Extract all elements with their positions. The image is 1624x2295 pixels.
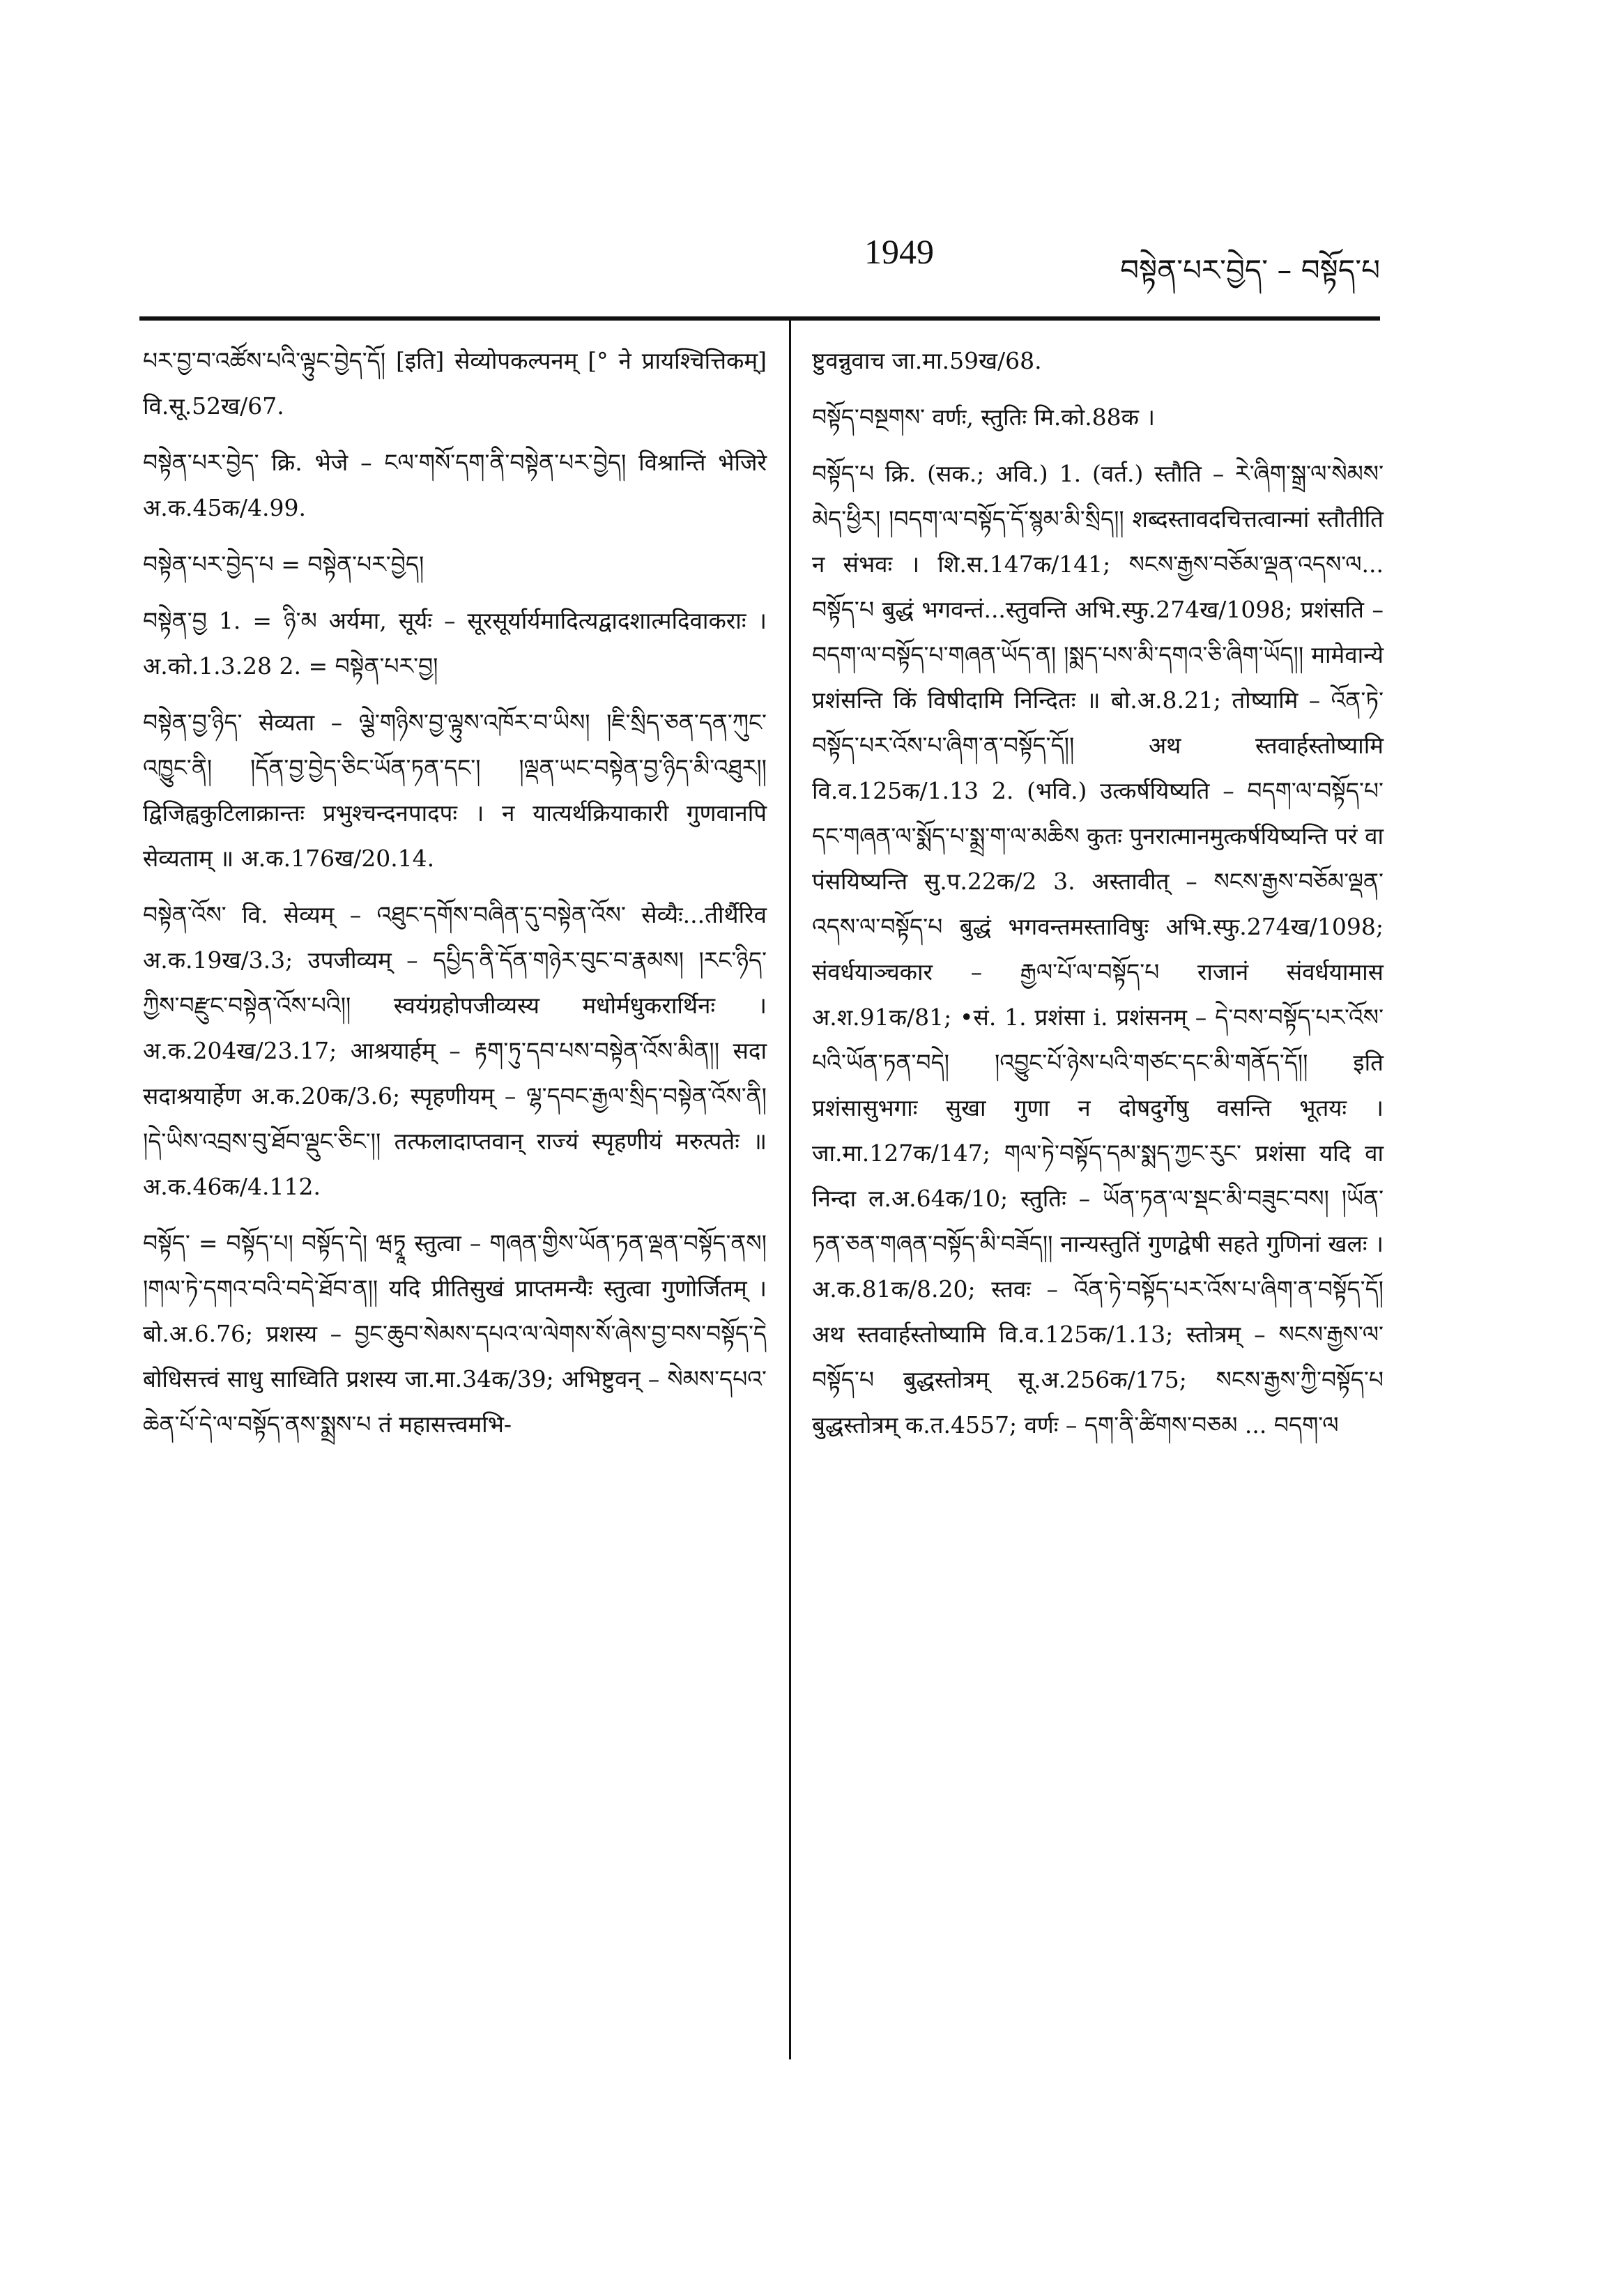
dictionary-entry: བསྟེན་པར་བྱེད་པ = བསྟེན་པར་བྱེད། — [143, 551, 424, 578]
dictionary-entry: ष्टुवन्नुवाच जा.मा.59ख/68. — [812, 347, 1042, 374]
left-column — [143, 338, 767, 1458]
dictionary-entry: བསྟེན་བྱ 1. = ཉི་མ अर्यमा, सूर्यः – सूरसूर्यार्यमादित्यद्वादशात्मदिवाकराः । अ.को.1.3.28 2. = བསྟེན་པར་བྱ། — [143, 607, 767, 680]
dictionary-entry: བསྟེན་པར་བྱེད་ क्रि. भेजे – ངལ་གསོ་དག་ནི་བསྟེན་པར་བྱེད། विश्रान्तिं भेजिरे अ.क.45क/4.99. — [143, 449, 767, 521]
dictionary-entry: བསྟོད་བསྔགས་ वर्णः, स्तुतिः मि.को.88क । — [812, 404, 1156, 431]
header-rule — [139, 316, 1380, 321]
page-header — [139, 209, 1380, 286]
dictionary-entry: བསྟོད་པ क्रि. (सक.; अवि.) 1. (वर्त.) स्तौति – རེ་ཞིག་སྒྲ་ལ་སེམས་མེད་ཕྱིར། །བདག་ལ་བསྟོད་དོ་སྙམ་མི་སྲིད།། शब्दस्तावदचित्तत्वान्मां स्तौतीति न संभवः । शि.स.147क/141; སངས་རྒྱས་བཅོམ་ལྡན་འདས་ལ... བསྟོད་པ बुद्धं भगवन्तं...स्तुवन्ति अभि.स्फु.274ख/1098; प्रशंसति – བདག་ལ་བསྟོད་པ་གཞན་ཡོད་ན། །སྨད་པས་མི་དགའ་ཅི་ཞིག་ཡོད།། मामेवान्ये प्रशंसन्ति किं विषीदामि निन्दितः ॥ बो.अ.8.21; तोष्यामि – འོན་ཏེ་བསྟོད་པར་འོས་པ་ཞིག་ན་བསྟོད་དོ།། अथ स्तवार्हस्तोष्यामि वि.व.125क/1.13 2. (भवि.) उत्कर्षयिष्यति – བདག་ལ་བསྟོད་པ་དང་གཞན་ལ་སྨོད་པ་སྨྲ་ག་ལ་མཆིས कुतः पुनरात्मानमुत्कर्षयिष्यन्ति परं वा पंसयिष्यन्ति सु.प.22क/2 3. अस्तावीत् – སངས་རྒྱས་བཅོམ་ལྡན་འདས་ལ་བསྟོད་པ बुद्धं भगवन्तमस्ताविषुः अभि.स्फु.274ख/1098; संवर्धयाञ्चकार – རྒྱལ་པོ་ལ་བསྟོད་པ राजानं संवर्धयामास अ.श.91क/81; •सं. 1. प्रशंसा i. प्रशंसनम् – དེ་བས་བསྟོད་པར་འོས་པའི་ཡོན་ཏན་བདེ། །འབྱུང་པོ་ཉེས་པའི་གཙང་དང་མི་གནོད་དོ།། इति प्रशंसासुभगाः सुखा गुणा न दोषदुर्गेषु वसन्ति भूतयः । जा.मा.127क/147; གལ་ཏེ་བསྟོད་དམ་སྨད་ཀྱང་རུང་ प्रशंसा यदि वा निन्दा ल.अ.64क/10; स्तुतिः – ཡོན་ཏན་ལ་སྡང་མི་བཟུང་བས། །ཡོན་ཏན་ཅན་གཞན་བསྟོད་མི་བཟོད།། नान्यस्तुतिं गुणद्वेषी सहते गुणिनां खलः । अ.क.81क/8.20; स्तवः – འོན་ཏེ་བསྟོད་པར་འོས་པ་ཞིག་ན་བསྟོད་དོ། अथ स्तवार्हस्तोष्यामि वि.व.125क/1.13; स्तोत्रम् – སངས་རྒྱས་ལ་བསྟོད་པ बुद्धस्तोत्रम् सू.अ.256क/175; སངས་རྒྱས་ཀྱི་བསྟོད་པ बुद्धस्तोत्रम् क.त.4557; वर्णः – དག་ནི་ཚིགས་བཅམ ... བདག་ལ — [812, 460, 1384, 1438]
dictionary-entry: བསྟེན་བྱ་ཉིད་ सेव्यता – ལྕེ་གཉིས་བྱ་ལྟུས་འཁོར་བ་ཡིས། །ཇི་སྲིད་ཅན་དན་ཀུང་འཁྱུང་ནི། །དོན་བྱ་བྱེད་ཅིང་ཡོན་ཏན་དང་། །ལྡན་ཡང་བསྟེན་བྱ་ཉིད་མི་འཐུར།། द्विजिह्वकुटिलाक्रान्तः प्रभुश्चन्दनपादपः । न यात्यर्थक्रियाकारी गुणवानपि सेव्यताम् ॥ अ.क.176ख/20.14. — [143, 709, 767, 872]
dictionary-entry: པར་བྱ་བ་འཚོས་པའི་ལྟུང་བྱེད་དོ། [इति] सेव्योपकल्पनम् [° ने प्रायश्चित्तिकम्] वि.सू.52ख/67. — [143, 347, 767, 420]
dictionary-entry: བསྟོད་ = བསྟོད་པ། བསྟོད་དེ། ཝཏྭཱ स्तुत्वा – གཞན་གྱིས་ཡོན་ཏན་ལྡན་བསྟོད་ནས། །གལ་ཏེ་དགའ་བའི་བདེ་ཐོབ་ན།། यदि प्रीतिसुखं प्राप्तमन्यैः स्तुत्वा गुणोर्जितम् । बो.अ.6.76; प्रशस्य – བྱང་ཆུབ་སེམས་དཔའ་ལ་ལེགས་སོ་ཞེས་བྱ་བས་བསྟོད་དེ बोधिसत्त्वं साधु साध्विति प्रशस्य जा.मा.34क/39; अभिष्टुवन् – སེམས་དཔའ་ཆེན་པོ་དེ་ལ་བསྟོད་ནས་སྨྲས་པ तं महासत्त्वमभि- — [143, 1229, 767, 1438]
running-head: བསྟེན་པར་བྱེད་ – བསྟོད་པ — [1120, 253, 1380, 287]
column-divider — [789, 321, 791, 2059]
right-column — [812, 338, 1384, 1459]
page-number: 1949 — [864, 232, 934, 271]
dictionary-entry: བསྟེན་འོས་ वि. सेव्यम् – འཐུང་དགོས་བཞིན་དུ་བསྟེན་འོས་ सेव्यैः...तीर्थैरिव अ.क.19ख/3.3; उपजीव्यम् – དཔྱིད་ནི་དོན་གཉེར་བུང་བ་རྣམས། །རང་ཉིད་ཀྱིས་བརྫུང་བསྟེན་འོས་པའི།། स्वयंग्रहोपजीव्यस्य मधोर्मधुकरार्थिनः । अ.क.204ख/23.17; आश्रयार्हम् – རྟག་ཏུ་དབ་པས་བསྟེན་འོས་མིན།། सदा सदाश्रयार्हेण अ.क.20क/3.6; स्पृहणीयम् – ལྷ་དབང་རྒྱལ་སྲིད་བསྟེན་འོས་ནི། །དེ་ཡིས་འབྲས་བུ་ཐོབ་ལྡུང་ཅིང་།། तत्फलादाप्तवान् राज्यं स्पृहणीयं मरुत्पतेः ॥ अ.क.46क/4.112. — [143, 901, 767, 1200]
